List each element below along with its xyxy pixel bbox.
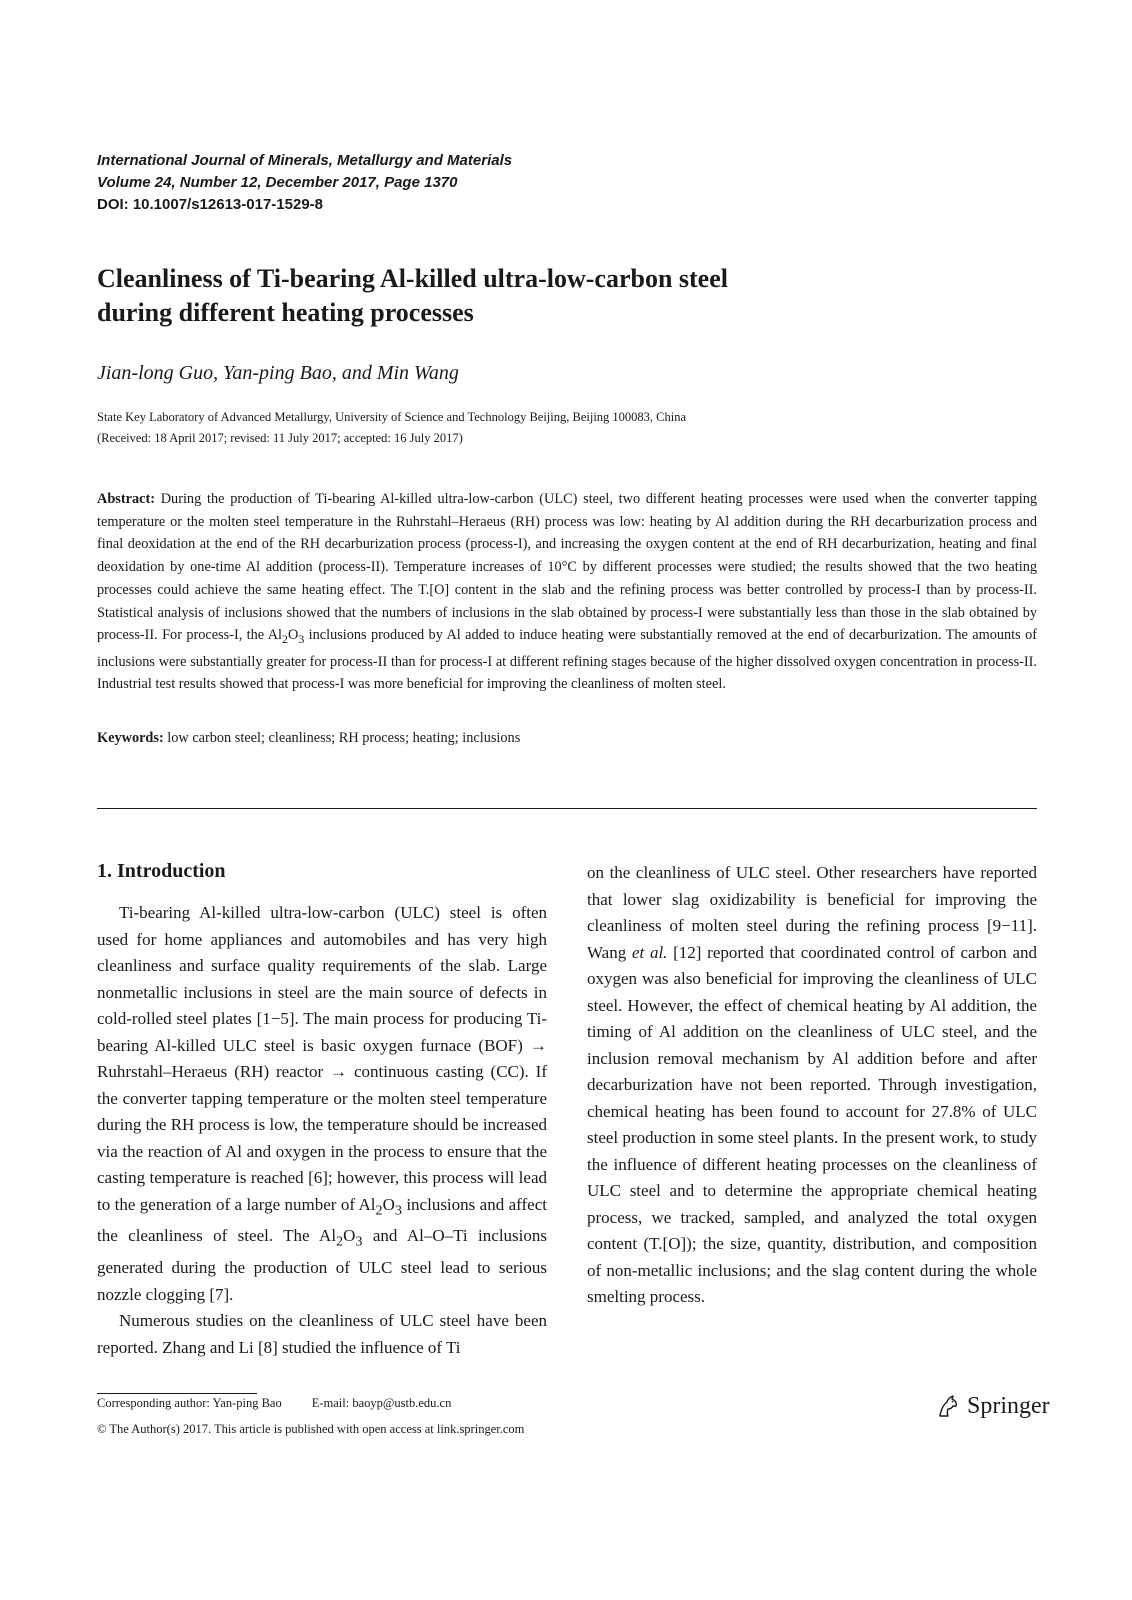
paper-title	[97, 262, 857, 330]
section-divider	[97, 808, 1037, 809]
intro-p1-text-a: Ti-bearing Al-killed ultra-low-carbon (ULC) steel is often used for home appliances and automobiles and has very high cleanliness and surface quality requirements of the slab. Large nonmetallic inclusions in steel are the main source of defects in cold-rolled steel plates [1−5]. The main process for producing Ti-bearing Al-killed ULC steel is basic oxygen furnace (BOF) → Ruhrstahl–Heraeus (RH) reactor → continuous casting (CC). If the converter tapping temperature or the molten steel temperature during the RH process is low, the temperature should be increased via the reaction of Al and oxygen in the process to ensure that the casting temperature is reached [6]; however, this process will lead to the generation of a large number of Al	[97, 903, 547, 1214]
intro-p1-sub-b: 3	[394, 1201, 402, 1218]
section-heading-introduction: 1. Introduction	[97, 860, 226, 882]
footnote-corresponding	[97, 1396, 451, 1411]
intro-p1-sub-d: 3	[355, 1233, 363, 1250]
publisher-name: Springer	[967, 1393, 1050, 1419]
left-column	[97, 858, 547, 1361]
corresponding-author: Corresponding author: Yan-ping Bao	[97, 1396, 282, 1410]
abstract-text-1: During the production of Ti-bearing Al-killed ultra-low-carbon (ULC) steel, two different heating processes were used when the converter tapping temperature or the molten steel temperature in the Ruhrstahl–Heraeus (RH) process was low: heating by Al addition during the RH decarburization process and final deoxidation at the end of the RH decarburization process (process-I), and increasing the oxygen content at the end of RH decarburization, heating and final deoxidation by one-time Al addition (process-II). Temperature increases of 10°C by different processes were studied; the results showed that the two heating processes could achieve the same heating effect. The T.[O] content in the slab and the refining process was better controlled by process-I than by process-II. Statistical analysis of inclusions showed that the numbers of inclusions in the slab obtained by process-I were substantially less than those in the slab obtained by process-II. For process-I, the Al	[97, 491, 1037, 644]
corresponding-email[interactable]: E-mail: baoyp@ustb.edu.cn	[311, 1396, 452, 1410]
intro-p3-et-al: et al.	[631, 942, 668, 962]
footnote-divider	[97, 1393, 257, 1394]
publisher-logo	[935, 1393, 1050, 1420]
received-dates: (Received: 18 April 2017; revised: 11 July 2017; accepted: 16 July 2017)	[97, 431, 463, 445]
author-list: Jian-long Guo, Yan-ping Bao, and Min Wang	[97, 362, 459, 384]
paper-title-line-2: during different heating processes	[97, 298, 474, 327]
journal-volume: Volume 24, Number 12, December 2017, Page 1370	[97, 174, 458, 191]
abstract-sub-1: 2	[282, 632, 288, 647]
intro-p1-text-b: O	[382, 1194, 395, 1214]
affiliation: State Key Laboratory of Advanced Metallurgy, University of Science and Technology Beijing, Beijing 100083, China	[97, 410, 687, 424]
abstract-sub-2: 3	[298, 632, 305, 647]
intro-p1-text-d: O	[343, 1226, 356, 1246]
footnote-license: © The Author(s) 2017. This article is published with open access at link.springer.com	[97, 1422, 525, 1436]
abstract-label: Abstract:	[97, 491, 155, 507]
intro-p1-text-e: and Al–O–Ti inclusions generated during the production of ULC steel lead to serious nozzle clogging [7].	[97, 1226, 547, 1304]
journal-header	[97, 150, 512, 216]
intro-paragraph-3	[587, 860, 1037, 1311]
right-column	[587, 860, 1037, 1311]
keywords-text: low carbon steel; cleanliness; RH process; heating; inclusions	[163, 730, 521, 746]
keywords	[97, 730, 520, 747]
intro-p3-text-a: on the cleanliness of ULC steel. Other researchers have reported that lower slag oxidizability is beneficial for improving the cleanliness of molten steel during the refining process [9−11]. Wang	[587, 863, 1037, 962]
intro-paragraph-2: Numerous studies on the cleanliness of ULC steel have been reported. Zhang and Li [8] studied the influence of Ti	[97, 1311, 547, 1357]
abstract	[97, 488, 1037, 696]
journal-name: International Journal of Minerals, Metallurgy and Materials	[97, 152, 513, 169]
springer-horse-icon	[935, 1394, 961, 1420]
intro-p3-text-b: [12] reported that coordinated control of carbon and oxygen was also beneficial for improving the cleanliness of ULC steel. However, the effect of chemical heating by Al addition, the timing of Al addition on the cleanliness of ULC steel, and the inclusion removal mechanism by Al addition before and after decarburization have not been reported. Through investigation, chemical heating has been found to account for 27.8% of ULC steel production in some steel plants. In the present work, to study the influence of different heating processes on the cleanliness of ULC steel and to determine the appropriate chemical heating process, we tracked, sampled, and analyzed the total oxygen content (T.[O]); the size, quantity, distribution, and composition of non-metallic inclusions; and the slag content during the whole smelting process.	[587, 942, 1037, 1306]
abstract-text-2: O	[287, 627, 299, 644]
intro-paragraph-1	[97, 900, 547, 1308]
intro-p1-sub-a: 2	[375, 1201, 383, 1218]
intro-p1-text-c: inclusions and affect the cleanliness of steel. The Al	[97, 1194, 547, 1246]
affiliation-block	[97, 407, 686, 449]
intro-p1-sub-c: 2	[336, 1233, 344, 1250]
abstract-text-3: inclusions produced by Al added to induce heating were substantially removed at the end of decarburization. The amounts of inclusions were substantially greater for process-II than for process-I at different refining stages because of the higher dissolved oxygen concentration in process-II. Industrial test results showed that process-I was more beneficial for improving the cleanliness of molten steel.	[97, 627, 1037, 693]
paper-title-line-1: Cleanliness of Ti-bearing Al-killed ultra-low-carbon steel	[97, 264, 728, 293]
keywords-label: Keywords:	[97, 730, 164, 746]
journal-doi[interactable]: DOI: 10.1007/s12613-017-1529-8	[97, 196, 323, 213]
